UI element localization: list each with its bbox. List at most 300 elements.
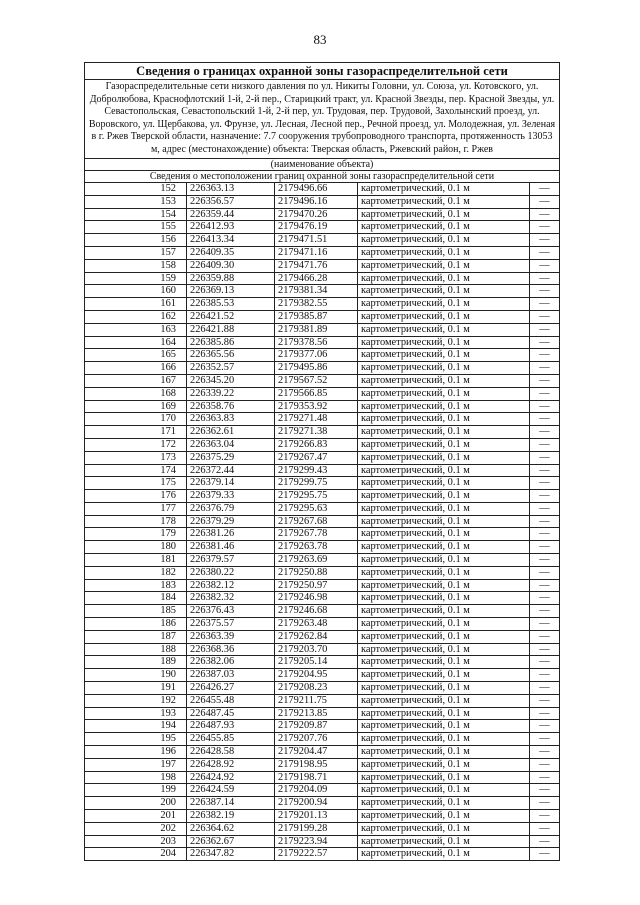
coordinate-x: 226409.30 — [187, 259, 275, 272]
coordinate-y: 2179470.26 — [275, 208, 358, 221]
point-number: 152 — [85, 182, 187, 195]
point-number: 155 — [85, 221, 187, 234]
method-accuracy: картометрический, 0.1 м — [358, 618, 530, 631]
method-accuracy: картометрический, 0.1 м — [358, 822, 530, 835]
method-accuracy: картометрический, 0.1 м — [358, 771, 530, 784]
coordinate-y: 2179381.34 — [275, 285, 358, 298]
method-accuracy: картометрический, 0.1 м — [358, 541, 530, 554]
coordinate-x: 226375.57 — [187, 618, 275, 631]
dash-cell: — — [530, 810, 560, 823]
coordinate-y: 2179246.68 — [275, 605, 358, 618]
method-accuracy: картометрический, 0.1 м — [358, 784, 530, 797]
table-row — [85, 336, 560, 349]
boundary-table — [84, 62, 560, 861]
point-number: 195 — [85, 733, 187, 746]
method-accuracy: картометрический, 0.1 м — [358, 387, 530, 400]
method-accuracy: картометрический, 0.1 м — [358, 656, 530, 669]
point-number: 204 — [85, 848, 187, 861]
coordinate-x: 226376.79 — [187, 502, 275, 515]
point-number: 165 — [85, 349, 187, 362]
point-number: 190 — [85, 669, 187, 682]
page-number: 83 — [313, 32, 327, 47]
table-row — [85, 554, 560, 567]
method-accuracy: картометрический, 0.1 м — [358, 413, 530, 426]
dash-cell: — — [530, 413, 560, 426]
point-number: 174 — [85, 464, 187, 477]
coordinate-y: 2179246.98 — [275, 592, 358, 605]
method-accuracy: картометрический, 0.1 м — [358, 259, 530, 272]
method-accuracy: картометрический, 0.1 м — [358, 682, 530, 695]
method-accuracy: картометрический, 0.1 м — [358, 490, 530, 503]
point-number: 156 — [85, 234, 187, 247]
table-row — [85, 630, 560, 643]
table-row — [85, 400, 560, 413]
point-number: 172 — [85, 438, 187, 451]
method-accuracy: картометрический, 0.1 м — [358, 246, 530, 259]
coordinate-y: 2179496.16 — [275, 195, 358, 208]
table-row — [85, 618, 560, 631]
dash-cell: — — [530, 426, 560, 439]
dash-cell: — — [530, 618, 560, 631]
table-row — [85, 285, 560, 298]
point-number: 181 — [85, 554, 187, 567]
method-accuracy: картометрический, 0.1 м — [358, 630, 530, 643]
dash-cell: — — [530, 195, 560, 208]
point-number: 197 — [85, 758, 187, 771]
table-row — [85, 234, 560, 247]
dash-cell: — — [530, 784, 560, 797]
method-accuracy: картометрический, 0.1 м — [358, 528, 530, 541]
method-accuracy: картометрический, 0.1 м — [358, 298, 530, 311]
dash-cell: — — [530, 502, 560, 515]
coordinate-y: 2179250.97 — [275, 579, 358, 592]
coordinate-x: 226379.14 — [187, 477, 275, 490]
table-row — [85, 208, 560, 221]
coordinate-y: 2179471.51 — [275, 234, 358, 247]
coordinate-y: 2179567.52 — [275, 374, 358, 387]
coordinate-x: 226426.27 — [187, 682, 275, 695]
point-number: 164 — [85, 336, 187, 349]
point-number: 158 — [85, 259, 187, 272]
coordinate-x: 226375.29 — [187, 451, 275, 464]
coordinate-y: 2179382.55 — [275, 298, 358, 311]
dash-cell: — — [530, 669, 560, 682]
coordinate-y: 2179266.83 — [275, 438, 358, 451]
method-accuracy: картометрический, 0.1 м — [358, 515, 530, 528]
point-number: 189 — [85, 656, 187, 669]
point-number: 166 — [85, 362, 187, 375]
dash-cell: — — [530, 246, 560, 259]
table-row — [85, 669, 560, 682]
table-row — [85, 848, 560, 861]
dash-cell: — — [530, 746, 560, 759]
method-accuracy: картометрический, 0.1 м — [358, 643, 530, 656]
method-accuracy: картометрический, 0.1 м — [358, 566, 530, 579]
dash-cell: — — [530, 682, 560, 695]
coordinate-x: 226363.04 — [187, 438, 275, 451]
caption-row — [85, 158, 560, 170]
dash-cell: — — [530, 272, 560, 285]
coordinate-x: 226379.33 — [187, 490, 275, 503]
coordinate-y: 2179295.75 — [275, 490, 358, 503]
coordinate-y: 2179263.48 — [275, 618, 358, 631]
method-accuracy: картометрический, 0.1 м — [358, 374, 530, 387]
coordinate-x: 226363.83 — [187, 413, 275, 426]
table-row — [85, 643, 560, 656]
dash-cell: — — [530, 848, 560, 861]
coordinate-x: 226359.88 — [187, 272, 275, 285]
coordinate-y: 2179207.76 — [275, 733, 358, 746]
subtitle-row — [85, 170, 560, 182]
coordinate-y: 2179299.43 — [275, 464, 358, 477]
coordinate-y: 2179267.78 — [275, 528, 358, 541]
coordinate-x: 226424.92 — [187, 771, 275, 784]
point-number: 202 — [85, 822, 187, 835]
table-row — [85, 541, 560, 554]
dash-cell: — — [530, 374, 560, 387]
coordinate-x: 226487.93 — [187, 720, 275, 733]
coordinate-x: 226387.03 — [187, 669, 275, 682]
method-accuracy: картометрический, 0.1 м — [358, 182, 530, 195]
table-row — [85, 605, 560, 618]
table-row — [85, 835, 560, 848]
method-accuracy: картометрический, 0.1 м — [358, 592, 530, 605]
point-number: 198 — [85, 771, 187, 784]
coordinate-x: 226455.48 — [187, 694, 275, 707]
dash-cell: — — [530, 438, 560, 451]
coordinate-x: 226359.44 — [187, 208, 275, 221]
method-accuracy: картометрический, 0.1 м — [358, 310, 530, 323]
point-number: 187 — [85, 630, 187, 643]
coordinate-x: 226379.57 — [187, 554, 275, 567]
table-row — [85, 810, 560, 823]
point-number: 170 — [85, 413, 187, 426]
table-row — [85, 502, 560, 515]
table-row — [85, 362, 560, 375]
dash-cell: — — [530, 490, 560, 503]
dash-cell: — — [530, 835, 560, 848]
table-row — [85, 490, 560, 503]
dash-cell: — — [530, 477, 560, 490]
coordinate-x: 226368.36 — [187, 643, 275, 656]
table-row — [85, 758, 560, 771]
table-row — [85, 579, 560, 592]
point-number: 173 — [85, 451, 187, 464]
dash-cell: — — [530, 592, 560, 605]
method-accuracy: картометрический, 0.1 м — [358, 720, 530, 733]
dash-cell: — — [530, 221, 560, 234]
method-accuracy: картометрический, 0.1 м — [358, 579, 530, 592]
point-number: 178 — [85, 515, 187, 528]
coordinate-y: 2179198.71 — [275, 771, 358, 784]
point-number: 193 — [85, 707, 187, 720]
coordinate-y: 2179201.13 — [275, 810, 358, 823]
coordinate-y: 2179267.47 — [275, 451, 358, 464]
method-accuracy: картометрический, 0.1 м — [358, 336, 530, 349]
table-row — [85, 246, 560, 259]
coordinate-y: 2179211.75 — [275, 694, 358, 707]
coordinate-x: 226352.57 — [187, 362, 275, 375]
coordinate-y: 2179299.75 — [275, 477, 358, 490]
point-number: 185 — [85, 605, 187, 618]
coordinate-x: 226372.44 — [187, 464, 275, 477]
table-row — [85, 272, 560, 285]
point-number: 191 — [85, 682, 187, 695]
table-row — [85, 426, 560, 439]
table-row — [85, 771, 560, 784]
dash-cell: — — [530, 310, 560, 323]
dash-cell: — — [530, 733, 560, 746]
table-row — [85, 720, 560, 733]
coordinate-x: 226358.76 — [187, 400, 275, 413]
point-number: 183 — [85, 579, 187, 592]
coordinate-y: 2179271.48 — [275, 413, 358, 426]
coordinate-y: 2179271.38 — [275, 426, 358, 439]
table-row — [85, 694, 560, 707]
point-number: 176 — [85, 490, 187, 503]
coordinate-y: 2179381.89 — [275, 323, 358, 336]
dash-cell: — — [530, 643, 560, 656]
table-subtitle: Сведения о местоположении границ охранной зоны газораспределительной сети — [85, 170, 560, 182]
point-number: 157 — [85, 246, 187, 259]
coordinate-x: 226409.35 — [187, 246, 275, 259]
coordinate-x: 226421.88 — [187, 323, 275, 336]
coordinate-x: 226413.34 — [187, 234, 275, 247]
point-number: 186 — [85, 618, 187, 631]
coordinate-x: 226363.39 — [187, 630, 275, 643]
point-number: 194 — [85, 720, 187, 733]
coordinate-y: 2179495.86 — [275, 362, 358, 375]
table-row — [85, 310, 560, 323]
coordinate-y: 2179267.68 — [275, 515, 358, 528]
table-row — [85, 784, 560, 797]
coordinate-y: 2179378.56 — [275, 336, 358, 349]
method-accuracy: картометрический, 0.1 м — [358, 797, 530, 810]
point-number: 184 — [85, 592, 187, 605]
table-row — [85, 733, 560, 746]
method-accuracy: картометрический, 0.1 м — [358, 349, 530, 362]
method-accuracy: картометрический, 0.1 м — [358, 464, 530, 477]
coordinate-y: 2179263.78 — [275, 541, 358, 554]
table-row — [85, 195, 560, 208]
table-row — [85, 707, 560, 720]
coordinate-x: 226382.12 — [187, 579, 275, 592]
coordinate-y: 2179223.94 — [275, 835, 358, 848]
method-accuracy: картометрический, 0.1 м — [358, 835, 530, 848]
method-accuracy: картометрический, 0.1 м — [358, 195, 530, 208]
dash-cell: — — [530, 579, 560, 592]
coordinate-y: 2179203.70 — [275, 643, 358, 656]
point-number: 153 — [85, 195, 187, 208]
method-accuracy: картометрический, 0.1 м — [358, 477, 530, 490]
dash-cell: — — [530, 605, 560, 618]
table-title: Сведения о границах охранной зоны газораспределительной сети — [85, 63, 560, 80]
point-number: 161 — [85, 298, 187, 311]
table-row — [85, 438, 560, 451]
table-row — [85, 592, 560, 605]
coordinate-x: 226363.13 — [187, 182, 275, 195]
dash-cell: — — [530, 720, 560, 733]
table-row — [85, 451, 560, 464]
dash-cell: — — [530, 323, 560, 336]
coordinate-y: 2179262.84 — [275, 630, 358, 643]
dash-cell: — — [530, 400, 560, 413]
dash-cell: — — [530, 797, 560, 810]
point-number: 177 — [85, 502, 187, 515]
point-number: 201 — [85, 810, 187, 823]
table-row — [85, 387, 560, 400]
point-number: 196 — [85, 746, 187, 759]
method-accuracy: картометрический, 0.1 м — [358, 362, 530, 375]
table-row — [85, 477, 560, 490]
table-row — [85, 822, 560, 835]
method-accuracy: картометрический, 0.1 м — [358, 758, 530, 771]
dash-cell: — — [530, 771, 560, 784]
coordinate-y: 2179466.28 — [275, 272, 358, 285]
coordinate-x: 226428.92 — [187, 758, 275, 771]
coordinate-y: 2179198.95 — [275, 758, 358, 771]
coordinate-x: 226347.82 — [187, 848, 275, 861]
coordinate-y: 2179204.09 — [275, 784, 358, 797]
method-accuracy: картометрический, 0.1 м — [358, 810, 530, 823]
description-row — [85, 80, 560, 159]
dash-cell: — — [530, 515, 560, 528]
coordinate-x: 226369.13 — [187, 285, 275, 298]
point-number: 159 — [85, 272, 187, 285]
coordinate-y: 2179263.69 — [275, 554, 358, 567]
coordinate-x: 226412.93 — [187, 221, 275, 234]
coordinate-y: 2179385.87 — [275, 310, 358, 323]
dash-cell: — — [530, 298, 560, 311]
coordinate-y: 2179250.88 — [275, 566, 358, 579]
point-number: 199 — [85, 784, 187, 797]
coordinate-y: 2179566.85 — [275, 387, 358, 400]
coordinate-y: 2179204.95 — [275, 669, 358, 682]
method-accuracy: картометрический, 0.1 м — [358, 221, 530, 234]
method-accuracy: картометрический, 0.1 м — [358, 451, 530, 464]
table-row — [85, 374, 560, 387]
point-number: 167 — [85, 374, 187, 387]
dash-cell: — — [530, 336, 560, 349]
dash-cell: — — [530, 234, 560, 247]
coordinate-x: 226455.85 — [187, 733, 275, 746]
coordinate-y: 2179471.76 — [275, 259, 358, 272]
point-number: 160 — [85, 285, 187, 298]
dash-cell: — — [530, 694, 560, 707]
coordinate-y: 2179471.16 — [275, 246, 358, 259]
boundary-table-body — [85, 63, 560, 861]
coordinate-x: 226381.26 — [187, 528, 275, 541]
dash-cell: — — [530, 656, 560, 669]
table-row — [85, 797, 560, 810]
table-row — [85, 413, 560, 426]
coordinate-y: 2179208.23 — [275, 682, 358, 695]
coordinate-x: 226356.57 — [187, 195, 275, 208]
dash-cell: — — [530, 349, 560, 362]
dash-cell: — — [530, 822, 560, 835]
method-accuracy: картометрический, 0.1 м — [358, 746, 530, 759]
coordinate-y: 2179200.94 — [275, 797, 358, 810]
method-accuracy: картометрический, 0.1 м — [358, 400, 530, 413]
method-accuracy: картометрический, 0.1 м — [358, 208, 530, 221]
point-number: 162 — [85, 310, 187, 323]
coordinate-y: 2179353.92 — [275, 400, 358, 413]
point-number: 154 — [85, 208, 187, 221]
table-row — [85, 221, 560, 234]
coordinate-x: 226379.29 — [187, 515, 275, 528]
coordinate-y: 2179295.63 — [275, 502, 358, 515]
method-accuracy: картометрический, 0.1 м — [358, 707, 530, 720]
point-number: 200 — [85, 797, 187, 810]
title-row — [85, 63, 560, 80]
table-row — [85, 515, 560, 528]
dash-cell: — — [530, 758, 560, 771]
coordinate-x: 226421.52 — [187, 310, 275, 323]
coordinate-x: 226339.22 — [187, 387, 275, 400]
coordinate-y: 2179222.57 — [275, 848, 358, 861]
point-number: 180 — [85, 541, 187, 554]
coordinate-x: 226385.53 — [187, 298, 275, 311]
coordinate-x: 226387.14 — [187, 797, 275, 810]
dash-cell: — — [530, 566, 560, 579]
coordinate-x: 226362.61 — [187, 426, 275, 439]
point-number: 192 — [85, 694, 187, 707]
dash-cell: — — [530, 707, 560, 720]
method-accuracy: картометрический, 0.1 м — [358, 426, 530, 439]
coordinate-y: 2179496.66 — [275, 182, 358, 195]
object-description: Газораспределительные сети низкого давления по ул. Никиты Головни, ул. Союза, ул. Котовского, ул. Добролюбова, Краснофлотский 1-й, 2-й пер., Старицкий тракт, ул. Красной Звезды, пер. Красной Звезды, ул. Севастопольская, Севастопольский 1-й, 2-й пер, ул. Трудовая, пер. Трудовой, Захолынский проезд, ул. Воровского, ул. Щербакова, ул. Фрунзе, ул. Лесная, Лесной пер., Речной проезд, ул. Молодежная, ул. Зеленая в г. Ржев Тверской области, назначение: 7.7 сооружения трубопроводного транспорта, протяженность 13053 м, адрес (местонахождение) объекта: Тверская область, Ржевский район, г. Ржев — [85, 80, 560, 159]
dash-cell: — — [530, 285, 560, 298]
table-row — [85, 682, 560, 695]
method-accuracy: картометрический, 0.1 м — [358, 733, 530, 746]
table-row — [85, 323, 560, 336]
point-number: 171 — [85, 426, 187, 439]
dash-cell: — — [530, 464, 560, 477]
coordinate-x: 226382.19 — [187, 810, 275, 823]
point-number: 163 — [85, 323, 187, 336]
method-accuracy: картометрический, 0.1 м — [358, 272, 530, 285]
method-accuracy: картометрический, 0.1 м — [358, 554, 530, 567]
table-row — [85, 528, 560, 541]
table-row — [85, 349, 560, 362]
method-accuracy: картометрический, 0.1 м — [358, 438, 530, 451]
coordinate-x: 226385.86 — [187, 336, 275, 349]
coordinate-x: 226380.22 — [187, 566, 275, 579]
table-row — [85, 298, 560, 311]
table-row — [85, 182, 560, 195]
coordinate-y: 2179204.47 — [275, 746, 358, 759]
point-number: 169 — [85, 400, 187, 413]
point-number: 203 — [85, 835, 187, 848]
coordinate-x: 226382.06 — [187, 656, 275, 669]
method-accuracy: картометрический, 0.1 м — [358, 605, 530, 618]
dash-cell: — — [530, 182, 560, 195]
dash-cell: — — [530, 451, 560, 464]
coordinate-x: 226381.46 — [187, 541, 275, 554]
coordinate-y: 2179199.28 — [275, 822, 358, 835]
point-number: 168 — [85, 387, 187, 400]
method-accuracy: картометрический, 0.1 м — [358, 848, 530, 861]
method-accuracy: картометрический, 0.1 м — [358, 285, 530, 298]
point-number: 188 — [85, 643, 187, 656]
dash-cell: — — [530, 630, 560, 643]
coordinate-x: 226487.45 — [187, 707, 275, 720]
coordinate-x: 226428.58 — [187, 746, 275, 759]
point-number: 182 — [85, 566, 187, 579]
method-accuracy: картометрический, 0.1 м — [358, 502, 530, 515]
dash-cell: — — [530, 528, 560, 541]
coordinate-y: 2179476.19 — [275, 221, 358, 234]
